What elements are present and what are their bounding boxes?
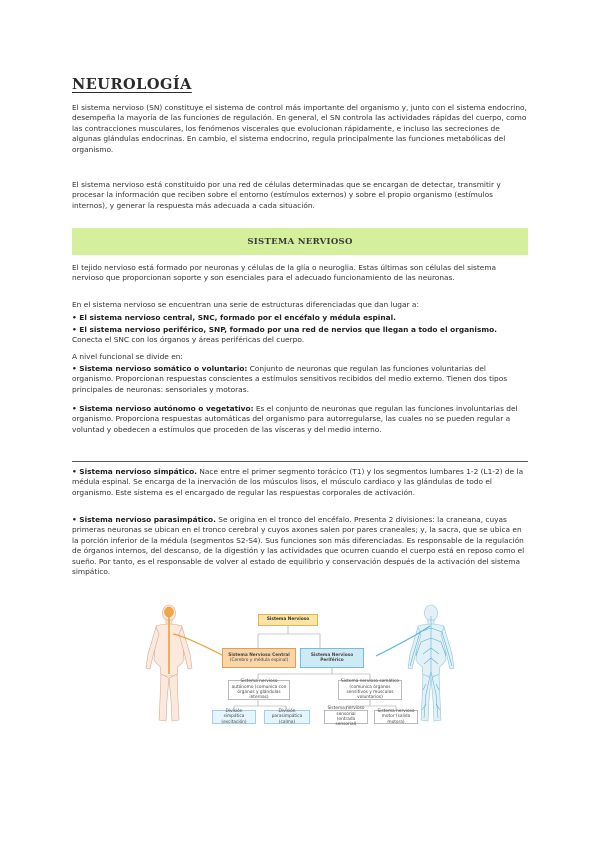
autonomic-label: • Sistema nervioso autónomo o vegetativo: <box>72 404 254 413</box>
nervous-system-diagram <box>140 604 460 728</box>
section-banner <box>72 228 528 255</box>
snc-label: • El sistema nervioso central, SNC, formado por el encéfalo y médula espinal. <box>72 313 396 322</box>
parasympathetic-label: • Sistema nervioso parasimpático. <box>72 515 216 524</box>
snp-label: • El sistema nervioso periférico, SNP, formado por una red de nervios que llegan a todo el organismo. <box>72 325 497 334</box>
divider <box>72 461 528 462</box>
node-autonomic <box>228 680 290 700</box>
node-motor-label: Sistema nervioso motor (salida motora) <box>377 709 415 725</box>
node-parasympathetic <box>264 710 310 724</box>
autonomic-text: Es el conjunto de neuronas que regulan las funciones involuntarias del organismo. Proporciona respuestas automáticas del organismo para autorregularse, las cuales no se pueden regular a voluntad y obedecen a estímulos que proceden de las vísceras y del medio interno. <box>72 404 518 434</box>
node-cns-sub: (Cerebro y médula espinal) <box>229 658 289 663</box>
node-parasympathetic-label: División parasimpática (calma) <box>271 709 303 725</box>
node-nervous-system-label: Sistema Nervioso <box>266 617 310 623</box>
somatic-text: Conjunto de neuronas que regulan las funciones voluntarias del organismo. Proporcionan respuestas conscientes a estímulos sensitivos recibidos del medio externo. Tienen dos tipos principales de neuronas: sensoriales y motoras. <box>72 364 508 394</box>
node-sympathetic-label: División simpática (excitación) <box>221 709 247 725</box>
somatic-label: • Sistema nervioso somático o voluntario: <box>72 364 248 373</box>
page-title: NEUROLOGÍA <box>72 76 192 93</box>
node-sympathetic <box>212 710 256 724</box>
snp-item <box>72 325 528 346</box>
autonomic-item <box>72 404 528 435</box>
intro-paragraph-1: El sistema nervioso (SN) constituye el sistema de control más importante del organismo y, junto con el sistema endocrino, desempeña la mayoría de las funciones de regulación. En general, el SN controla las actividades rápidas del cuerpo, como las contracciones musculares, los fenómenos viscerales que evolucionan rápidamente, e incluso las secreciones de algunas glándulas endocrinas. En cambio, el sistema endocrino, regula principalmente las funciones metabólicas del organismo. <box>72 103 527 154</box>
snp-text: Conecta el SNC con los órganos y áreas periféricas del cuerpo. <box>72 335 305 345</box>
node-autonomic-label: Sistema nervioso autónomo (comunica con órganos y glándulas internas) <box>231 679 287 701</box>
snc-item <box>72 313 528 323</box>
section-title: SISTEMA NERVIOSO <box>247 236 353 247</box>
sympathetic-text: Nace entre el primer segmento torácico (T1) y los segmentos lumbares 1-2 (L1-2) de la médula espinal. Se encarga de la inervación de los músculos lisos, el músculo cardiaco y las glándulas de todo el organismo. Este sistema es el encargado de regular las respuestas corporales de activación. <box>72 467 524 497</box>
node-motor <box>374 710 418 724</box>
node-sensory-label: Sistema nervioso sensorial (entrada sensorial) <box>327 706 365 728</box>
tissue-paragraph: El tejido nervioso está formado por neuronas y células de la glía o neuroglia. Estas últimas son células del sistema nervioso que proporcionan soporte y son esenciales para el adecuado funcionamiento de las neuronas. <box>72 263 497 283</box>
node-cns <box>222 648 296 668</box>
parasympathetic-text: Se origina en el tronco del encéfalo. Presenta 2 divisiones: la craneana, cuyas primeras neuronas se ubican en el tronco cerebral y cuyos axones salen por pares craneales; y, la sacra, que se ubica en la porción inferior de la médula (segmentos S2-S4). Sus funciones son más diferenciadas. Es responsable de la regulación de órganos internos, del descanso, de la digestión y las actividades que ocurren cuando el cuerpo está en reposo como el sueño. Por tanto, es el responsable de volver al estado de equilibrio y conservación después de la activación del sistema simpático. <box>72 515 525 577</box>
node-somatic <box>338 680 402 700</box>
node-somatic-label: Sistema nervioso somático (comunica órganos sensitivos y músculos voluntarios) <box>341 679 399 701</box>
node-sensory <box>324 706 368 728</box>
intro-paragraph-2: El sistema nervioso está constituido por una red de células determinadas que se encargan de detectar, transmitir y procesar la información que reciben sobre el entorno (estímulos externos) y sobre el propio organismo (estímulos internos), y generar la respuesta más adecuada a cada situación. <box>72 180 501 210</box>
parasympathetic-item <box>72 515 528 577</box>
sympathetic-item <box>72 467 528 498</box>
node-nervous-system <box>258 614 318 626</box>
sympathetic-label: • Sistema nervioso simpático. <box>72 467 197 476</box>
structures-paragraph: En el sistema nervioso se encuentran una serie de estructuras diferenciadas que dan lugar a: <box>72 300 419 309</box>
node-pns-title: Sistema Nervioso Periférico <box>310 652 354 663</box>
somatic-item <box>72 364 528 395</box>
node-cns-title: Sistema Nervioso Central <box>228 652 290 658</box>
node-pns <box>300 648 364 668</box>
functional-paragraph: A nivel funcional se divide en: <box>72 352 183 361</box>
